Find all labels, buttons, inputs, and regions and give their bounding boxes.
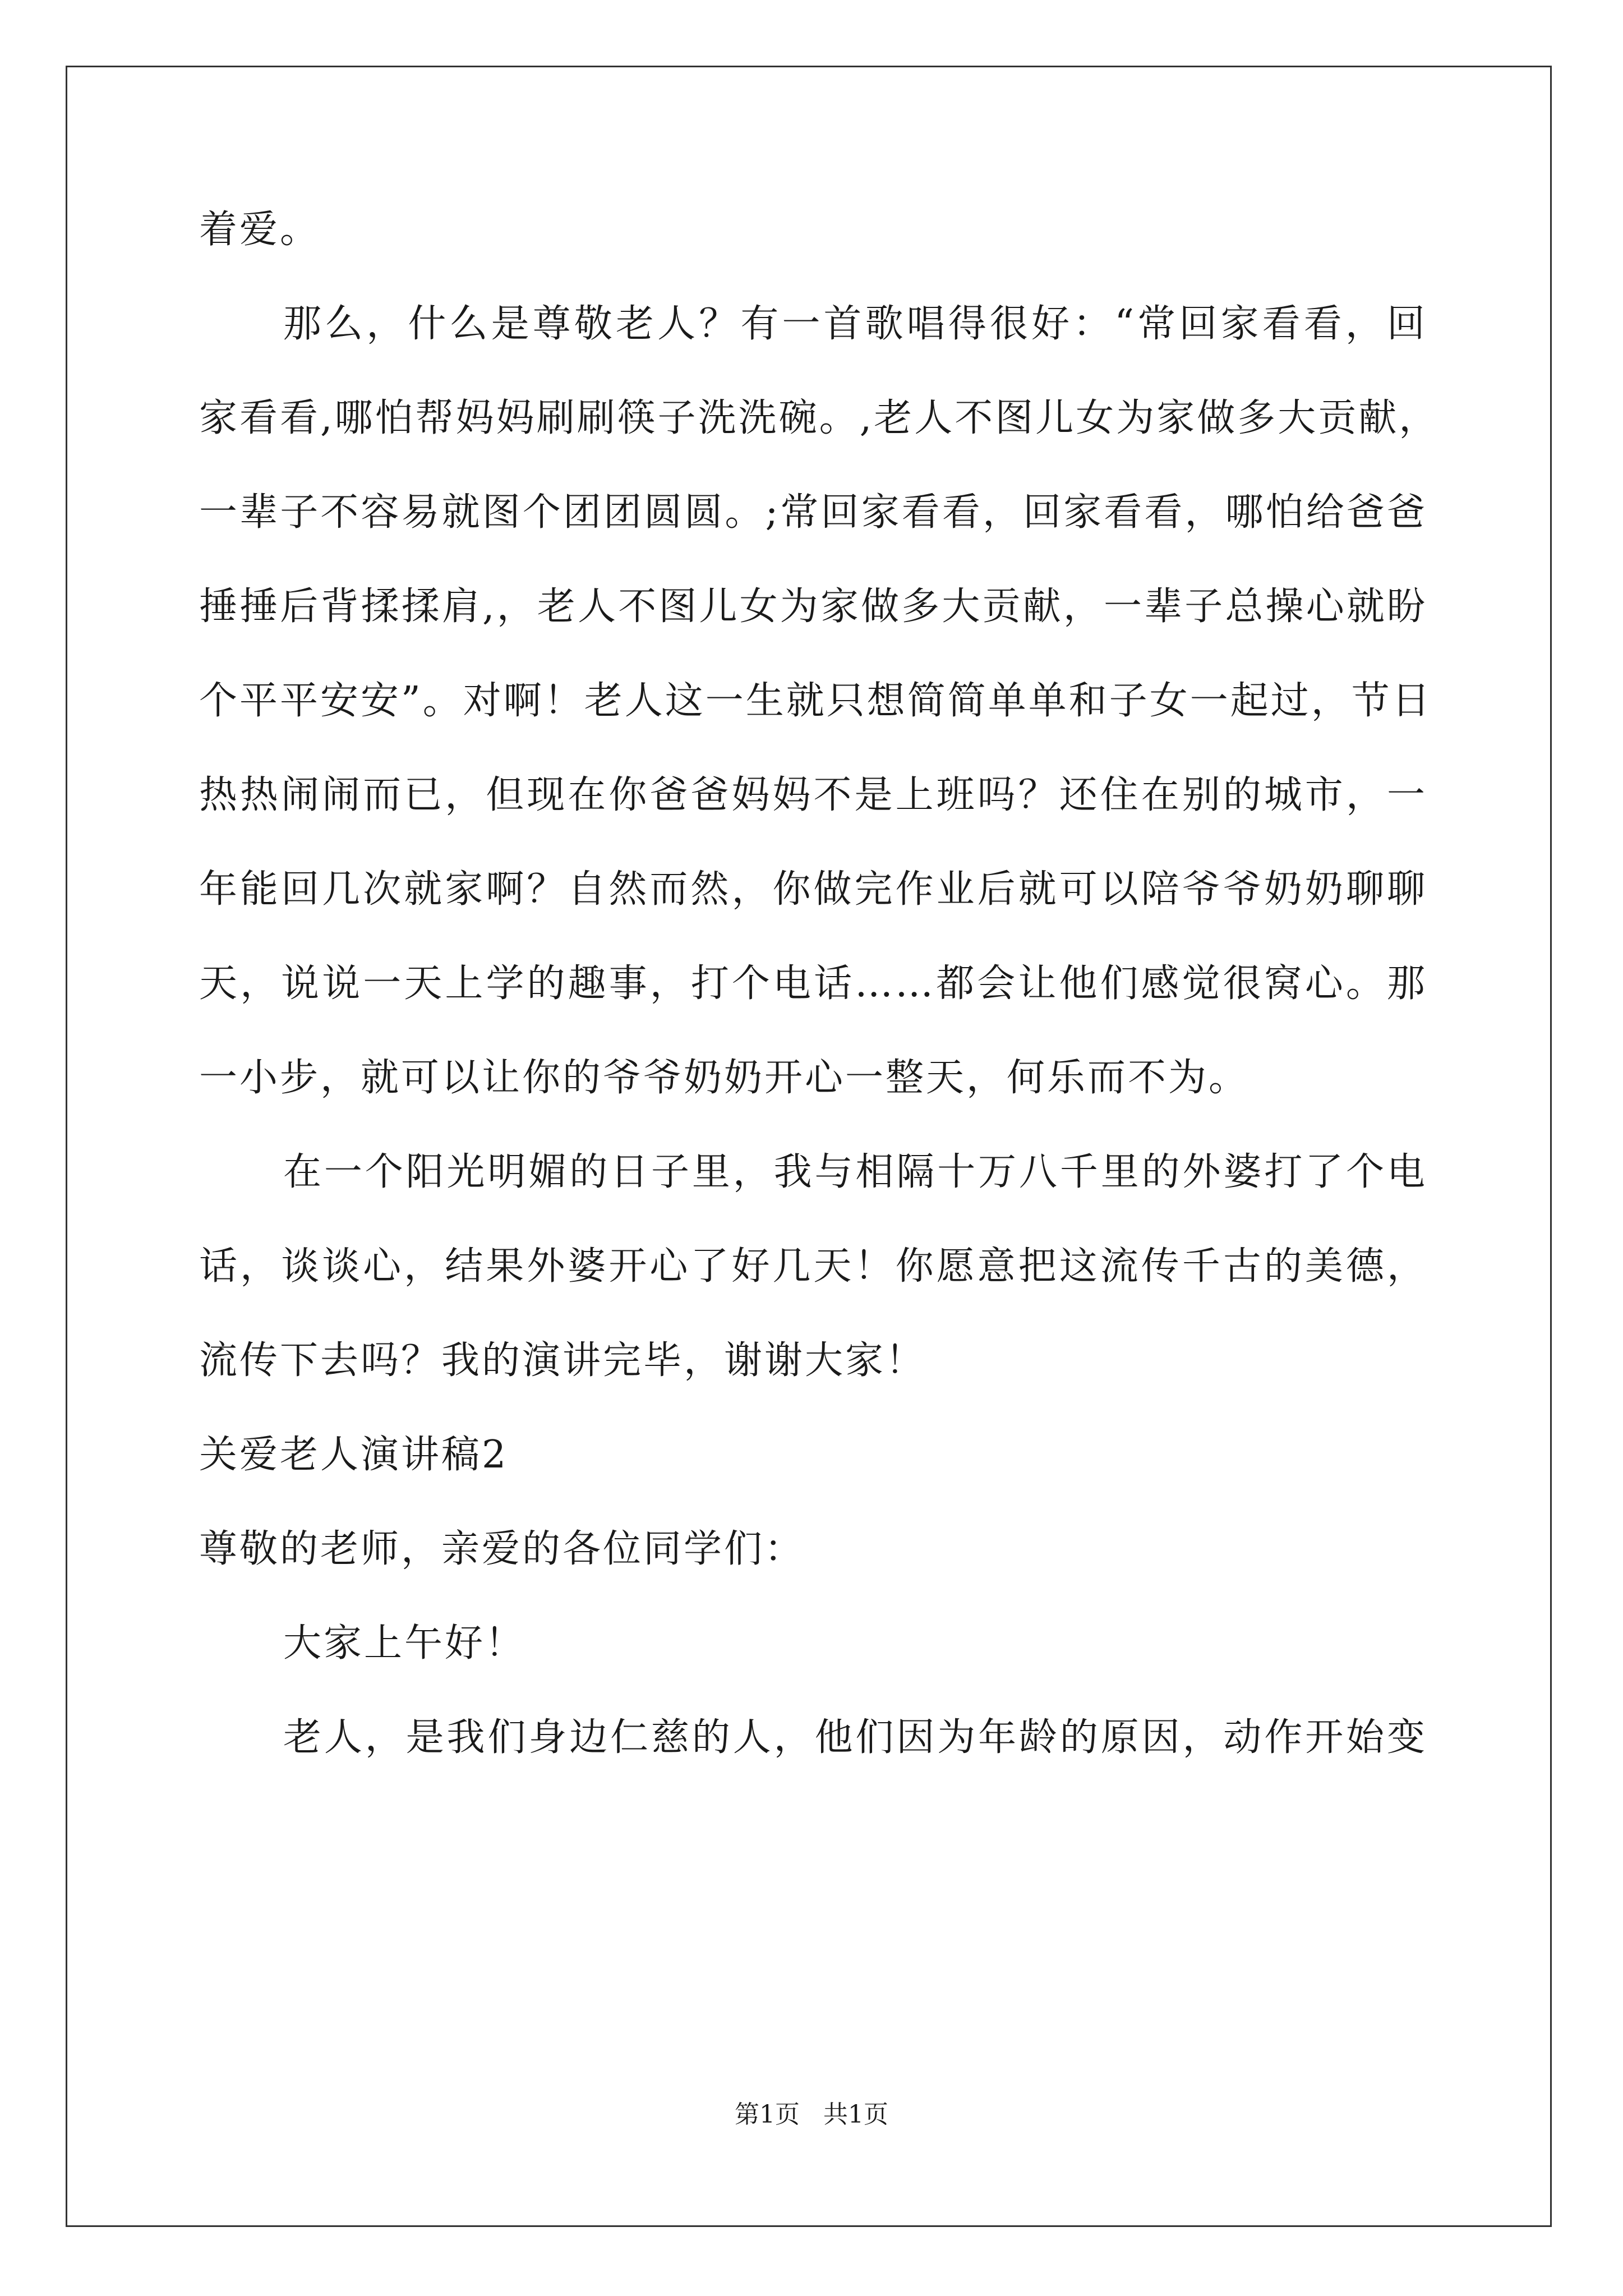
section-heading: 关爱老人演讲稿2	[199, 1433, 509, 1477]
page-footer: 第1页 共1页	[735, 2100, 888, 2129]
text-line: 流传下去吗？我的演讲完毕，谢谢大家！	[199, 1338, 926, 1383]
text-line: 一辈子不容易就图个团团圆圆。;常回家看看，回家看看，哪怕给爸爸	[199, 490, 1427, 535]
text-line: 家看看,哪怕帮妈妈刷刷筷子洗洗碗。,老人不图儿女为家做多大贡献，	[199, 396, 1440, 440]
text-line: 那么，什么是尊敬老人？有一首歌唱得很好：“常回家看看，回	[283, 302, 1428, 346]
salutation: 尊敬的老师，亲爱的各位同学们：	[199, 1527, 805, 1571]
text-line: 在一个阳光明媚的日子里，我与相隔十万八千里的外婆打了个电	[283, 1150, 1427, 1194]
text-line: 话，谈谈心，结果外婆开心了好几天！你愿意把这流传千古的美德，	[199, 1244, 1427, 1289]
text-line: 天，说说一天上学的趣事，打个电话……都会让他们感觉很窝心。那	[199, 961, 1427, 1006]
text-line: 着爱。	[199, 208, 321, 252]
page-frame	[66, 66, 1552, 2227]
text-line: 热热闹闹而已，但现在你爸爸妈妈不是上班吗？还住在别的城市，一	[199, 773, 1427, 817]
text-line: 一小步，就可以让你的爷爷奶奶开心一整天，何乐而不为。	[199, 1056, 1249, 1100]
greeting: 大家上午好！	[283, 1621, 526, 1665]
text-line: 个平平安安”。对啊！老人这一生就只想简简单单和子女一起过，节日	[199, 679, 1432, 723]
text-line: 捶捶后背揉揉肩,，老人不图儿女为家做多大贡献，一辈子总操心就盼	[199, 585, 1427, 629]
text-line: 老人，是我们身边仁慈的人，他们因为年龄的原因，动作开始变	[283, 1715, 1427, 1760]
text-line: 年能回几次就家啊？自然而然，你做完作业后就可以陪爷爷奶奶聊聊	[199, 867, 1427, 912]
